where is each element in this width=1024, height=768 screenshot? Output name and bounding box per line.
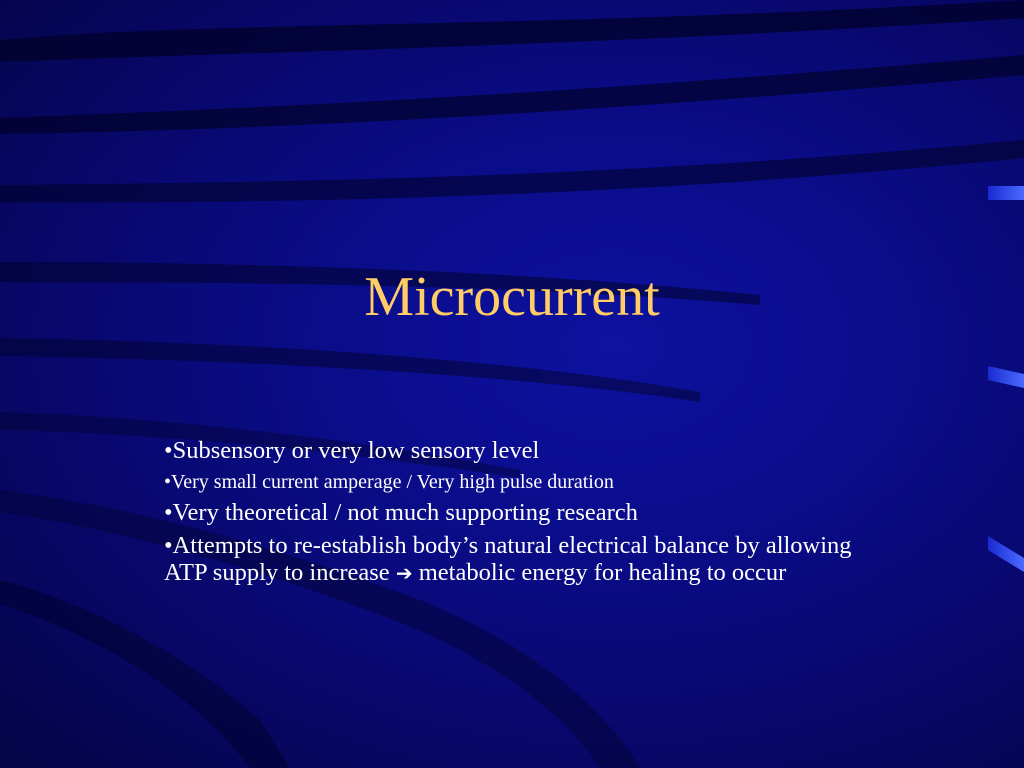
dark-band <box>0 0 1024 62</box>
dark-band <box>0 55 1024 134</box>
bullet-marker: • <box>164 499 173 526</box>
bullet-text: Very small current amperage / Very high pulse duration <box>171 471 614 493</box>
bullet-text: Subsensory or very low sensory level <box>172 437 540 464</box>
dark-band <box>0 140 1024 202</box>
dark-band <box>0 580 290 768</box>
bullet-text: Attempts to re-establish body’s natural electrical balance by allowing ATP supply to increase <box>164 532 852 586</box>
bullet-item <box>164 470 874 494</box>
slide-title: Microcurrent <box>364 266 660 328</box>
bullet-item <box>164 499 874 526</box>
dark-band <box>0 338 700 402</box>
accent-tab <box>988 366 1024 388</box>
bullet-item <box>164 437 874 464</box>
bullet-marker: • <box>164 471 172 493</box>
bullet-marker: • <box>164 437 173 464</box>
accent-tab <box>988 186 1024 200</box>
bullet-item <box>164 532 874 587</box>
bullet-text: metabolic energy for healing to occur <box>418 559 787 586</box>
right-arrow-icon: ➔ <box>395 561 413 585</box>
accent-tab <box>988 536 1024 572</box>
bullet-text: Very theoretical / not much supporting research <box>172 499 638 526</box>
bullet-list <box>164 437 874 593</box>
bullet-marker: • <box>164 532 173 559</box>
